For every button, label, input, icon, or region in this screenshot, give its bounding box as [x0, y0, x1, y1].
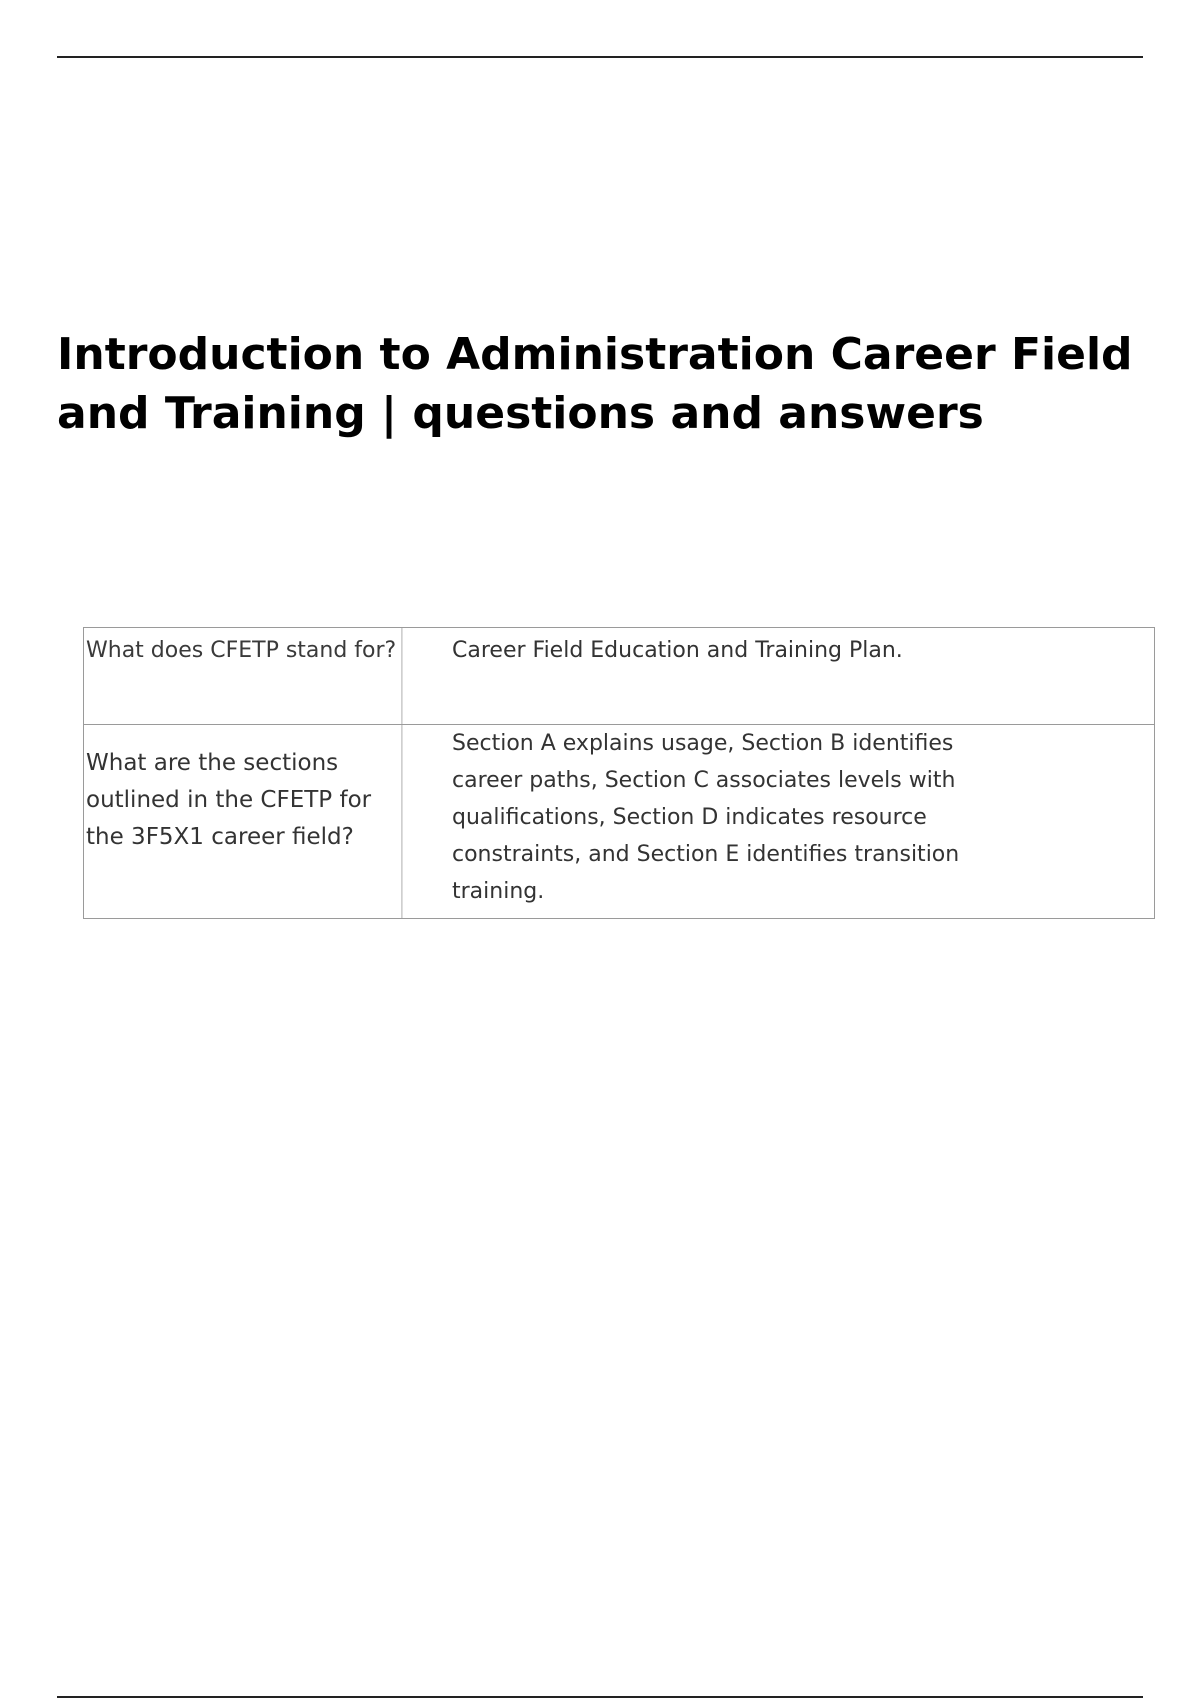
answer-cell: [402, 725, 1154, 918]
table-row: [84, 628, 1154, 724]
page-title: Introduction to Administration Career Field and Training | questions and answers: [57, 329, 1133, 439]
qa-table: [83, 627, 1155, 919]
question-cell: What are the sections outlined in the CFETP for the 3F5X1 career field?: [84, 725, 402, 918]
answer-cell: [402, 628, 1154, 724]
bottom-rule: [57, 1696, 1143, 1698]
answer-text: Section A explains usage, Section B identifies career paths, Section C associates levels with qualifications, Section D indicates resource constraints, and Section E identifies transition training.: [452, 731, 960, 904]
answer-text: Career Field Education and Training Plan.: [452, 638, 903, 663]
top-rule: [57, 56, 1143, 58]
table-row: [84, 724, 1154, 918]
question-cell: What does CFETP stand for?: [84, 628, 402, 724]
